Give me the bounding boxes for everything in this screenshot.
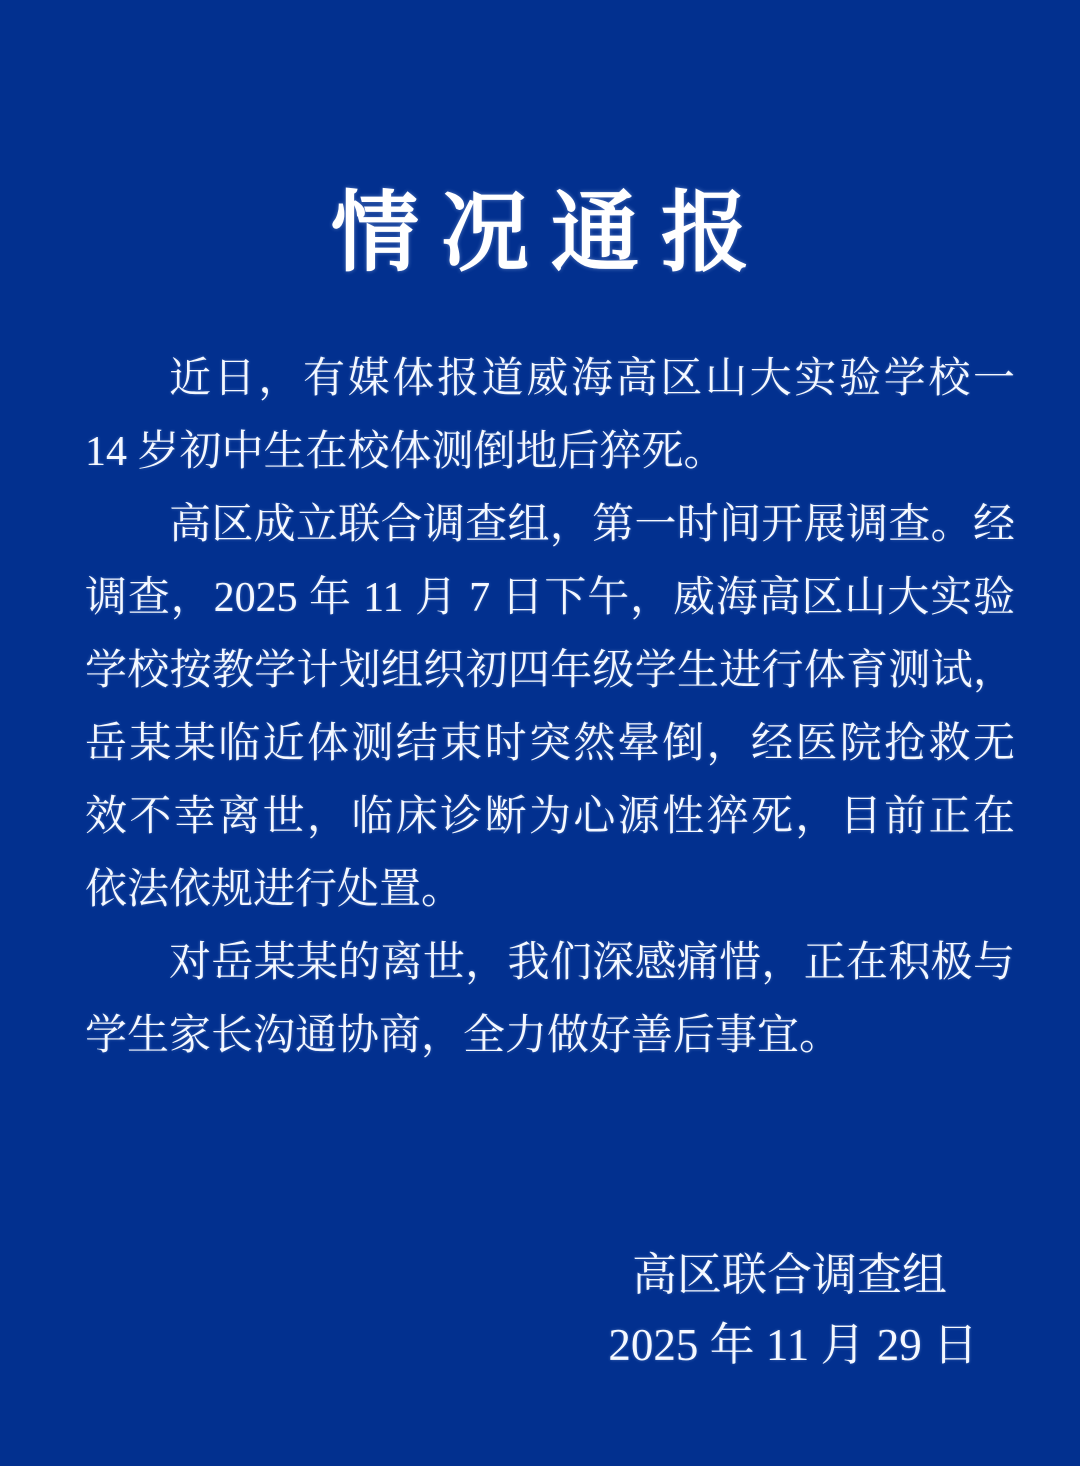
- notice-title: 情况通报: [330, 186, 771, 283]
- notice-line: 学校按教学计划组织初四年级学生进行体育测试，: [85, 648, 1015, 694]
- notice-body: [0, 343, 1080, 1073]
- notice-line: 依法依规进行处置。: [85, 867, 464, 913]
- notice-line: 效不幸离世，临床诊断为心源性猝死，目前正在: [85, 794, 1015, 840]
- notice-line: 高区成立联合调查组，第一时间开展调查。经: [169, 502, 1015, 548]
- notice-line: 学生家长沟通协商，全力做好善后事宜。: [85, 1013, 842, 1059]
- notice-line: 岳某某临近体测结束时突然晕倒，经医院抢救无: [85, 721, 1015, 767]
- signature-date: 2025 年 11 月 29 日: [608, 1320, 978, 1370]
- notice-line: 14 岁初中生在校体测倒地后猝死。: [85, 429, 726, 475]
- notice-line: 调查，2025 年 11 月 7 日下午，威海高区山大实验: [85, 575, 1015, 621]
- signature-block: [0, 1240, 1080, 1380]
- notice-line: 对岳某某的离世，我们深感痛惜，正在积极与: [169, 940, 1015, 986]
- signature-issuer: 高区联合调查组: [631, 1250, 947, 1300]
- notice-line: 近日，有媒体报道威海高区山大实验学校一: [169, 356, 1015, 402]
